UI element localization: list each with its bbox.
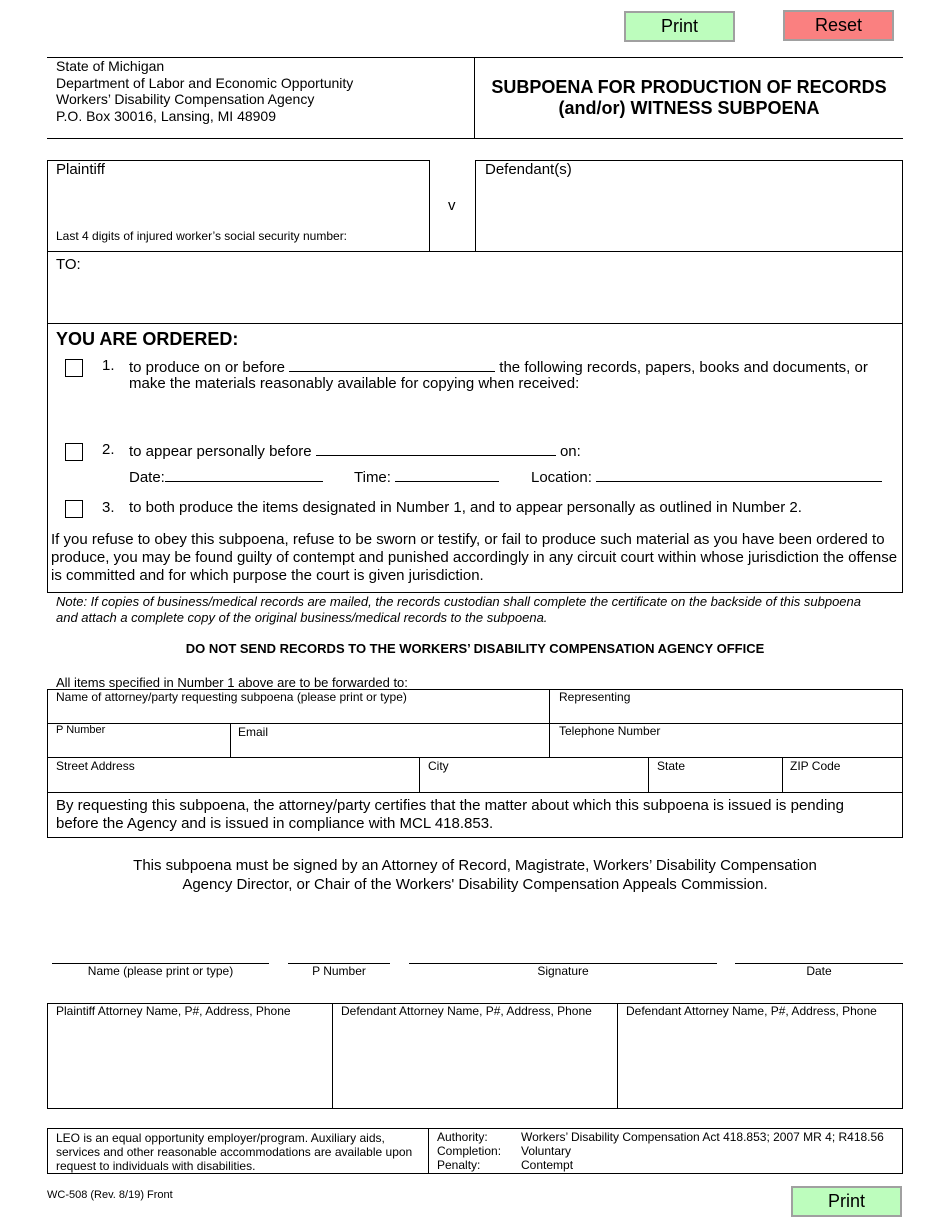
agency-line: State of Michigan [56, 58, 165, 74]
item3-checkbox[interactable] [65, 500, 83, 518]
completion-value: Voluntary [521, 1144, 572, 1158]
defendant-label: Defendant(s) [485, 161, 572, 178]
item1-line1 [129, 357, 868, 376]
zip-label: ZIP Code [790, 759, 841, 773]
item2-text-b: on: [559, 443, 581, 460]
p-number-label: P Number [56, 724, 106, 736]
defendant-attorney-label-2: Defendant Attorney Name, P#, Address, Phone [626, 1004, 877, 1018]
zip-input[interactable] [785, 774, 900, 790]
p-number-input[interactable] [50, 739, 228, 755]
attorney-name-input[interactable] [50, 705, 546, 721]
agency-line: Workers’ Disability Compensation Agency [56, 91, 315, 107]
defendant-attorney-label-1: Defendant Attorney Name, P#, Address, Phone [341, 1004, 592, 1018]
signature-label: Signature [537, 964, 589, 978]
item3-text: to both produce the items designated in Number 1, and to appear personally as outlined in Number 2. [129, 499, 802, 516]
appear-before-field[interactable] [316, 441, 556, 456]
telephone-label: Telephone Number [559, 724, 661, 738]
completion-label: Completion: [437, 1144, 502, 1158]
telephone-input[interactable] [552, 739, 900, 755]
item1-line2: make the materials reasonably available for copying when received: [129, 375, 580, 392]
eeo-statement: LEO is an equal opportunity employer/program. Auxiliary aids, services and other reasonable accommodations are available upon request to individuals with disabilities. [56, 1131, 413, 1173]
item1-text-a: to produce on or before [129, 359, 285, 376]
item2-line1 [129, 441, 581, 460]
street-label: Street Address [56, 759, 135, 773]
signature-instruction-line1: This subpoena must be signed by an Attorney of Record, Magistrate, Workers’ Disability Compensation [133, 857, 817, 874]
plaintiff-attorney-input[interactable] [50, 1020, 330, 1106]
item1-number: 1. [102, 357, 115, 374]
penalty-label: Penalty: [437, 1158, 481, 1172]
to-label: TO: [56, 256, 81, 273]
signer-name-label: Name (please print or type) [87, 964, 234, 978]
ssn-label: Last 4 digits of injured worker’s social security number: [56, 229, 348, 243]
item1-text-b: the following records, papers, books and documents, or [499, 359, 868, 376]
signature-instruction [47, 856, 903, 894]
date-field[interactable] [165, 467, 323, 482]
authority-value: Workers’ Disability Compensation Act 418.853; 2007 MR 4; R418.56 [521, 1130, 884, 1144]
location-row [531, 467, 882, 486]
item2-number: 2. [102, 441, 115, 458]
street-input[interactable] [50, 774, 417, 790]
defendant-attorney-input-1[interactable] [335, 1020, 615, 1106]
city-label: City [428, 759, 449, 773]
reset-button[interactable]: Reset [783, 10, 894, 41]
plaintiff-attorney-label: Plaintiff Attorney Name, P#, Address, Phone [56, 1004, 291, 1018]
certification-text: By requesting this subpoena, the attorney/party certifies that the matter about which this subpoena is issued is pending before the Agency and is issued in compliance with MCL 418.853. [56, 797, 844, 832]
signer-p-number-label: P Number [312, 964, 366, 978]
representing-label: Representing [559, 690, 631, 704]
state-input[interactable] [651, 774, 780, 790]
defendant-attorney-input-2[interactable] [620, 1020, 900, 1106]
to-box[interactable] [47, 251, 903, 324]
authority-label: Authority: [437, 1130, 488, 1144]
penalty-value: Contempt [521, 1158, 574, 1172]
print-button-bottom[interactable]: Print [791, 1186, 902, 1217]
location-field[interactable] [596, 467, 882, 482]
form-title [476, 77, 902, 119]
mail-note: Note: If copies of business/medical records are mailed, the records custodian shall complete the certificate on the backside of this subpoena and attach a complete copy of the original business/medical records to the subpoena. [56, 594, 861, 625]
plaintiff-label: Plaintiff [56, 161, 105, 178]
date-row [129, 467, 323, 486]
representing-input[interactable] [552, 705, 900, 721]
item2-text-a: to appear personally before [129, 443, 312, 460]
agency-line: P.O. Box 30016, Lansing, MI 48909 [56, 107, 277, 124]
agency-line: Department of Labor and Economic Opportunity [56, 74, 354, 91]
location-label: Location: [531, 469, 592, 486]
attorney-name-label: Name of attorney/party requesting subpoena (please print or type) [56, 690, 407, 704]
time-row [354, 467, 499, 486]
city-input[interactable] [422, 774, 646, 790]
form-title-line2: (and/or) WITNESS SUBPOENA [558, 98, 820, 118]
produce-by-date-field[interactable] [289, 357, 495, 372]
forward-intro: All items specified in Number 1 above are to be forwarded to: [56, 675, 408, 690]
versus-label: v [448, 197, 456, 214]
state-label: State [657, 759, 686, 773]
time-field[interactable] [395, 467, 499, 482]
email-input[interactable] [233, 739, 546, 755]
signature-instruction-line2: Agency Director, or Chair of the Workers' Disability Compensation Appeals Commission. [182, 876, 768, 893]
form-title-line1: SUBPOENA FOR PRODUCTION OF RECORDS [491, 77, 887, 97]
form-id: WC-508 (Rev. 8/19) Front [47, 1189, 173, 1201]
item3-number: 3. [102, 499, 115, 516]
signature-date-label: Date [806, 964, 832, 978]
date-label: Date: [129, 469, 165, 486]
time-label: Time: [354, 469, 391, 486]
email-label: Email [238, 725, 269, 739]
print-button-top[interactable]: Print [624, 11, 735, 42]
item1-checkbox[interactable] [65, 359, 83, 377]
contempt-warning: If you refuse to obey this subpoena, refuse to be sworn or testify, or fail to produce such material as you have been ordered to produce, you may be found guilty of contempt and punished accordingly in any circuit court within whose jurisdiction the offense is committed and for which purpose the court is given jurisdiction. [51, 531, 898, 584]
do-not-send-warning: DO NOT SEND RECORDS TO THE WORKERS’ DISABILITY COMPENSATION AGENCY OFFICE [185, 641, 765, 656]
orders-heading: YOU ARE ORDERED: [56, 329, 239, 349]
item2-checkbox[interactable] [65, 443, 83, 461]
agency-address [56, 58, 353, 124]
